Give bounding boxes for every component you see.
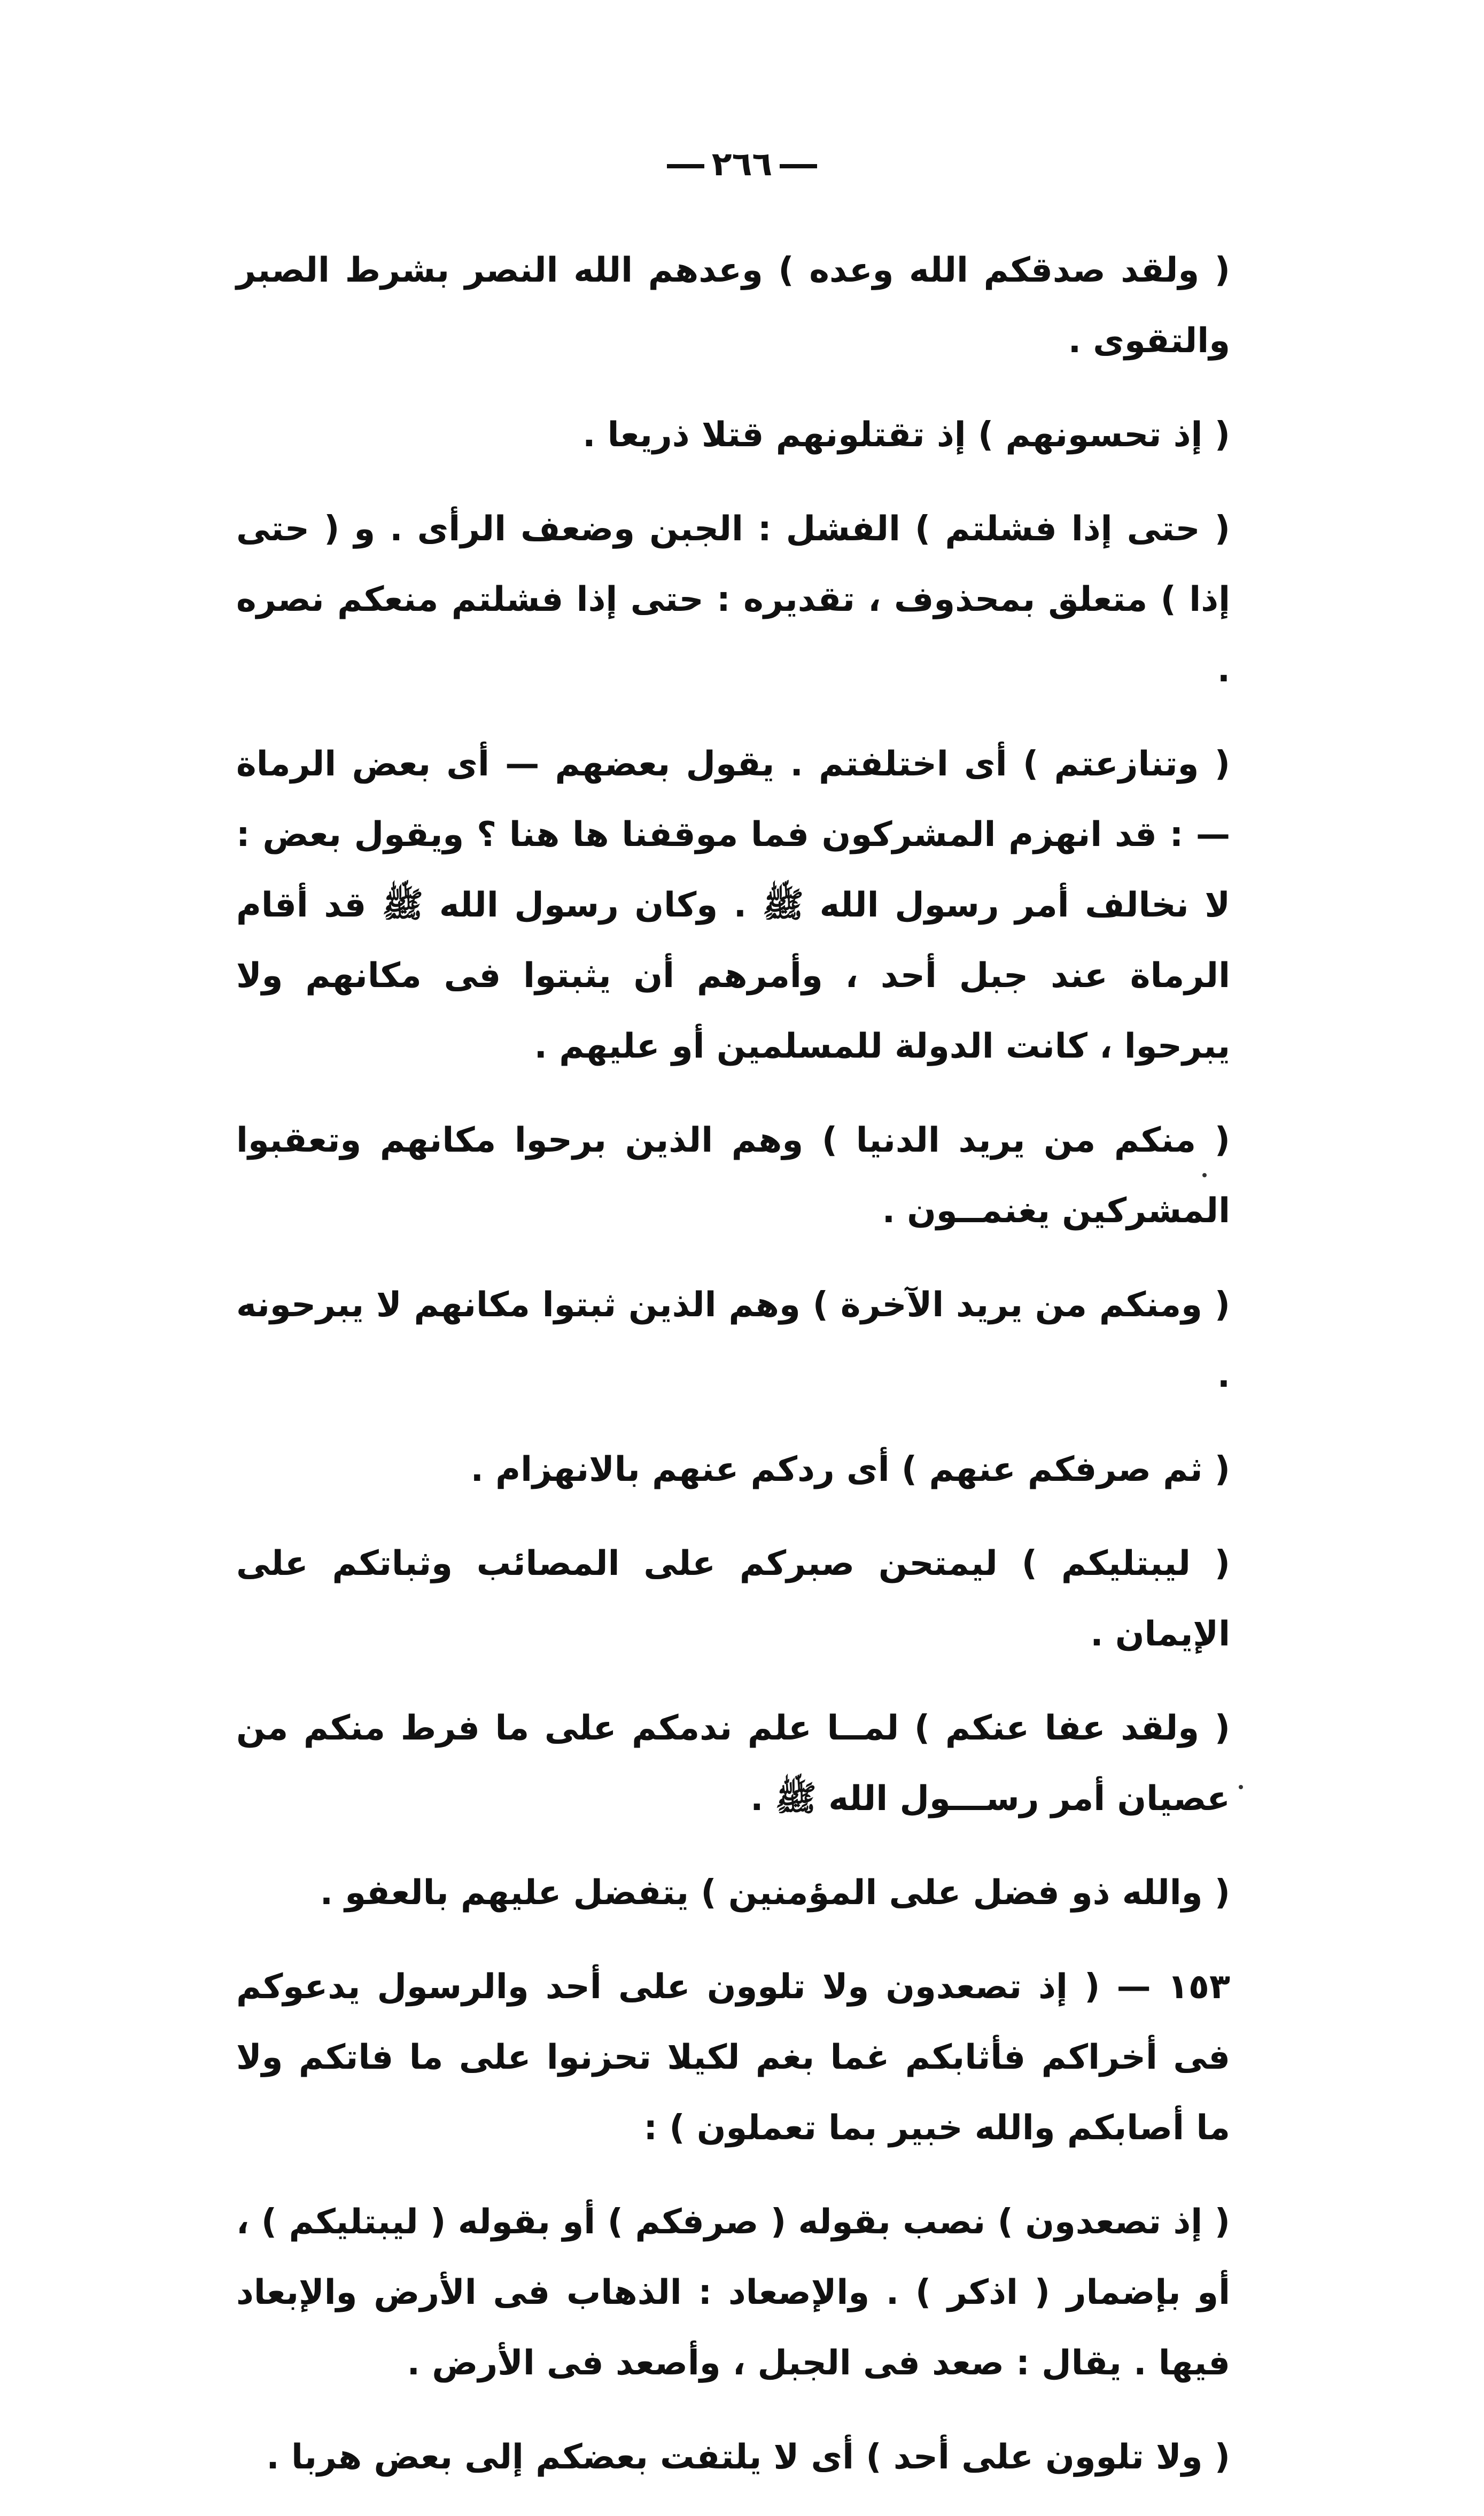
paragraph-3: ( حتى إذا فشلتم ) الفشل : الجبن وضعف الرأى . و ( حتى إذا ) متعلق بمحذوف ، تقديره : حتى إذا فشلتم منعكم نصره .	[236, 509, 1230, 690]
paragraph-7: ( ثم صرفكم عنهم ) أى ردكم عنهم بالانهزام .	[470, 1450, 1230, 1489]
scan-speck	[1202, 1173, 1207, 1177]
paragraph-13: ( ولا تلوون على أحد ) أى لا يلتفت بعضكم إلى بعض هربا .	[266, 2437, 1230, 2477]
left-dash	[780, 164, 817, 168]
page-number	[0, 144, 1484, 183]
paragraph-2: ( إذ تحسونهم ) إذ تقتلونهم قتلا ذريعا .	[582, 415, 1230, 455]
paragraph-5: ( منكم من يريد الدنيا ) وهم الذين برحوا مكانهم وتعقبوا المشركين يغنمــون .	[236, 1121, 1230, 1231]
paragraph-12: ( إذ تصعدون ) نصب بقوله ( صرفكم ) أو بقوله ( ليبتليكم ) ، أو بإضمار ( اذكر ) . والإصعاد : الذهاب فى الأرض والإبعاد فيها . يقال : صعد فى الجبل ، وأصعد فى الأرض .	[236, 2202, 1230, 2383]
paragraph-6: ( ومنكم من يريد الآخرة ) وهم الذين ثبتوا مكانهم لا يبرحونه .	[236, 1285, 1230, 1395]
scan-speck	[1239, 1785, 1243, 1789]
paragraph-1: ( ولقد صدقكم الله وعده ) وعدهم الله النصر بشرط الصبر والتقوى .	[236, 251, 1230, 361]
right-dash	[667, 164, 704, 168]
page-body	[236, 235, 1230, 2516]
paragraph-10: ( والله ذو فضل على المؤمنين ) يتفضل عليهم بالعفو .	[320, 1873, 1230, 1913]
page-number-text: ٢٦٦	[711, 144, 773, 183]
paragraph-11: ١٥٣ — ( إذ تصعدون ولا تلوون على أحد والرسول يدعوكم فى أخراكم فأثابكم غما بغم لكيلا تحزنوا على ما فاتكم ولا ما أصابكم والله خبير بما تعملون ) :	[236, 1967, 1230, 2148]
paragraph-8: ( ليبتليكم ) ليمتحن صبركم على المصائب وثباتكم على الإيمان .	[236, 1544, 1230, 1654]
paragraph-9: ( ولقد عفا عنكم ) لمــا علم ندمكم على ما فرط منكم من عصيان أمر رســـول الله ﷺ .	[236, 1709, 1230, 1819]
paragraph-4: ( وتنازعتم ) أى اختلفتم . يقول بعضهم — أى بعض الرماة — : قد انهزم المشركون فما موقفنا ها هنا ؟ ويقول بعض : لا نخالف أمر رسول الله ﷺ . وكان رسول الله ﷺ قد أقام الرماة عند جبل أحد ، وأمرهم أن يثبتوا فى مكانهم ولا يبرحوا ، كانت الدولة للمسلمين أو عليهم .	[236, 744, 1230, 1066]
